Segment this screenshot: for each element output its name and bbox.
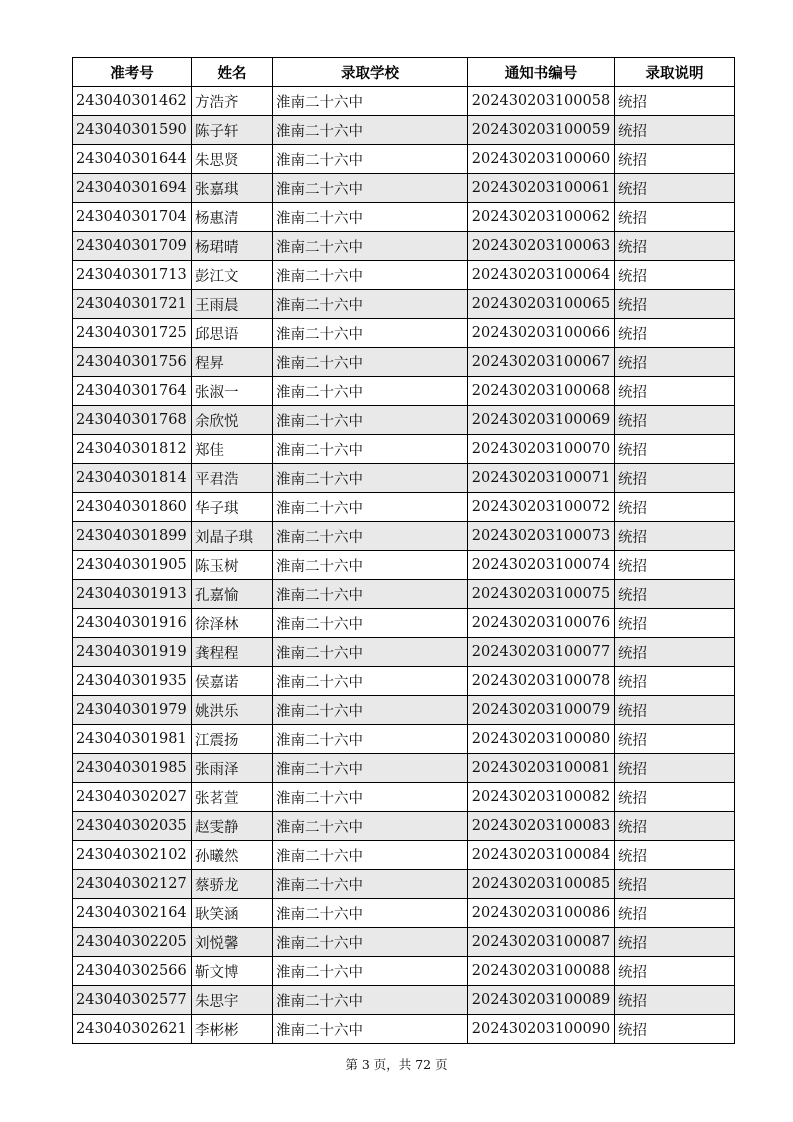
name-cell: 张淑一: [192, 377, 273, 406]
exam-id-cell: 243040302577: [73, 986, 192, 1015]
school-cell: 淮南二十六中: [273, 493, 468, 522]
notice-number-cell: 202430203100059: [468, 116, 615, 145]
notice-number-cell: 202430203100086: [468, 899, 615, 928]
notice-number-cell: 202430203100064: [468, 261, 615, 290]
table-row: [73, 522, 735, 551]
name-cell: 王雨晨: [192, 290, 273, 319]
name-cell: 邱思语: [192, 319, 273, 348]
table-row: [73, 580, 735, 609]
notice-number-cell: 202430203100074: [468, 551, 615, 580]
name-cell: 彭江文: [192, 261, 273, 290]
school-cell: 淮南二十六中: [273, 116, 468, 145]
admission-note-cell: 统招: [615, 986, 735, 1015]
admission-note-cell: 统招: [615, 377, 735, 406]
notice-number-cell: 202430203100067: [468, 348, 615, 377]
table-row: [73, 493, 735, 522]
table-row: [73, 638, 735, 667]
notice-number-cell: 202430203100079: [468, 696, 615, 725]
admission-note-cell: 统招: [615, 406, 735, 435]
admission-note-cell: 统招: [615, 435, 735, 464]
name-cell: 耿笑涵: [192, 899, 273, 928]
name-cell: 杨珺晴: [192, 232, 273, 261]
admission-note-cell: 统招: [615, 203, 735, 232]
school-cell: 淮南二十六中: [273, 145, 468, 174]
school-cell: 淮南二十六中: [273, 870, 468, 899]
name-cell: 靳文博: [192, 957, 273, 986]
exam-id-cell: 243040301756: [73, 348, 192, 377]
admission-note-cell: 统招: [615, 870, 735, 899]
table-row: [73, 870, 735, 899]
admission-note-cell: 统招: [615, 638, 735, 667]
school-cell: 淮南二十六中: [273, 986, 468, 1015]
notice-number-cell: 202430203100088: [468, 957, 615, 986]
admission-note-cell: 统招: [615, 551, 735, 580]
name-cell: 陈子轩: [192, 116, 273, 145]
page-footer: 第 3 页，共 72 页: [345, 1057, 448, 1072]
exam-id-cell: 243040302205: [73, 928, 192, 957]
notice-number-cell: 202430203100077: [468, 638, 615, 667]
notice-number-cell: 202430203100084: [468, 841, 615, 870]
name-cell: 赵雯静: [192, 812, 273, 841]
admission-note-cell: 统招: [615, 87, 735, 116]
name-cell: 刘悦馨: [192, 928, 273, 957]
school-cell: 淮南二十六中: [273, 783, 468, 812]
exam-id-cell: 243040301979: [73, 696, 192, 725]
admission-note-cell: 统招: [615, 348, 735, 377]
admission-note-cell: 统招: [615, 725, 735, 754]
admission-note-cell: 统招: [615, 116, 735, 145]
school-cell: 淮南二十六中: [273, 899, 468, 928]
admission-note-cell: 统招: [615, 232, 735, 261]
table-row: [73, 1015, 735, 1044]
column-header-name: 姓名: [192, 58, 273, 87]
school-cell: 淮南二十六中: [273, 232, 468, 261]
school-cell: 淮南二十六中: [273, 957, 468, 986]
admission-note-cell: 统招: [615, 464, 735, 493]
school-cell: 淮南二十六中: [273, 754, 468, 783]
admission-table: [72, 57, 735, 1044]
table-row: [73, 928, 735, 957]
name-cell: 张雨泽: [192, 754, 273, 783]
admission-note-cell: 统招: [615, 928, 735, 957]
admission-note-cell: 统招: [615, 1015, 735, 1044]
school-cell: 淮南二十六中: [273, 522, 468, 551]
school-cell: 淮南二十六中: [273, 435, 468, 464]
notice-number-cell: 202430203100083: [468, 812, 615, 841]
admission-note-cell: 统招: [615, 696, 735, 725]
school-cell: 淮南二十六中: [273, 174, 468, 203]
notice-number-cell: 202430203100065: [468, 290, 615, 319]
exam-id-cell: 243040301981: [73, 725, 192, 754]
school-cell: 淮南二十六中: [273, 261, 468, 290]
table-row: [73, 551, 735, 580]
exam-id-cell: 243040301764: [73, 377, 192, 406]
admission-note-cell: 统招: [615, 522, 735, 551]
exam-id-cell: 243040302566: [73, 957, 192, 986]
school-cell: 淮南二十六中: [273, 348, 468, 377]
name-cell: 杨惠清: [192, 203, 273, 232]
table-row: [73, 290, 735, 319]
table-row: [73, 145, 735, 174]
table-row: [73, 841, 735, 870]
admission-table-container: [72, 57, 735, 1044]
exam-id-cell: 243040301462: [73, 87, 192, 116]
name-cell: 张嘉琪: [192, 174, 273, 203]
name-cell: 郑佳: [192, 435, 273, 464]
notice-number-cell: 202430203100071: [468, 464, 615, 493]
admission-note-cell: 统招: [615, 957, 735, 986]
column-header-exam-id: 准考号: [73, 58, 192, 87]
admission-note-cell: 统招: [615, 609, 735, 638]
school-cell: 淮南二十六中: [273, 464, 468, 493]
admission-note-cell: 统招: [615, 667, 735, 696]
admission-note-cell: 统招: [615, 261, 735, 290]
admission-note-cell: 统招: [615, 841, 735, 870]
school-cell: 淮南二十六中: [273, 928, 468, 957]
notice-number-cell: 202430203100089: [468, 986, 615, 1015]
school-cell: 淮南二十六中: [273, 609, 468, 638]
exam-id-cell: 243040301713: [73, 261, 192, 290]
admission-note-cell: 统招: [615, 899, 735, 928]
name-cell: 蔡骄龙: [192, 870, 273, 899]
table-row: [73, 696, 735, 725]
notice-number-cell: 202430203100081: [468, 754, 615, 783]
exam-id-cell: 243040301905: [73, 551, 192, 580]
name-cell: 龚程程: [192, 638, 273, 667]
notice-number-cell: 202430203100069: [468, 406, 615, 435]
notice-number-cell: 202430203100068: [468, 377, 615, 406]
exam-id-cell: 243040301721: [73, 290, 192, 319]
admission-note-cell: 统招: [615, 145, 735, 174]
school-cell: 淮南二十六中: [273, 667, 468, 696]
exam-id-cell: 243040301814: [73, 464, 192, 493]
exam-id-cell: 243040301985: [73, 754, 192, 783]
exam-id-cell: 243040301704: [73, 203, 192, 232]
school-cell: 淮南二十六中: [273, 319, 468, 348]
exam-id-cell: 243040301935: [73, 667, 192, 696]
admission-note-cell: 统招: [615, 783, 735, 812]
exam-id-cell: 243040301860: [73, 493, 192, 522]
table-row: [73, 232, 735, 261]
name-cell: 孔嘉愉: [192, 580, 273, 609]
name-cell: 平君浩: [192, 464, 273, 493]
table-row: [73, 783, 735, 812]
name-cell: 刘晶子琪: [192, 522, 273, 551]
exam-id-cell: 243040301709: [73, 232, 192, 261]
table-row: [73, 377, 735, 406]
column-header-school: 录取学校: [273, 58, 468, 87]
notice-number-cell: 202430203100087: [468, 928, 615, 957]
name-cell: 朱思宇: [192, 986, 273, 1015]
exam-id-cell: 243040301768: [73, 406, 192, 435]
table-row: [73, 261, 735, 290]
exam-id-cell: 243040302621: [73, 1015, 192, 1044]
notice-number-cell: 202430203100072: [468, 493, 615, 522]
table-row: [73, 464, 735, 493]
table-row: [73, 957, 735, 986]
exam-id-cell: 243040301590: [73, 116, 192, 145]
admission-note-cell: 统招: [615, 493, 735, 522]
name-cell: 侯嘉诺: [192, 667, 273, 696]
name-cell: 孙曦然: [192, 841, 273, 870]
notice-number-cell: 202430203100060: [468, 145, 615, 174]
exam-id-cell: 243040302027: [73, 783, 192, 812]
school-cell: 淮南二十六中: [273, 638, 468, 667]
notice-number-cell: 202430203100066: [468, 319, 615, 348]
table-row: [73, 116, 735, 145]
table-row: [73, 986, 735, 1015]
notice-number-cell: 202430203100090: [468, 1015, 615, 1044]
school-cell: 淮南二十六中: [273, 290, 468, 319]
admission-note-cell: 统招: [615, 290, 735, 319]
table-row: [73, 348, 735, 377]
column-header-notice-number: 通知书编号: [468, 58, 615, 87]
notice-number-cell: 202430203100062: [468, 203, 615, 232]
school-cell: 淮南二十六中: [273, 841, 468, 870]
admission-note-cell: 统招: [615, 754, 735, 783]
school-cell: 淮南二十六中: [273, 696, 468, 725]
exam-id-cell: 243040302127: [73, 870, 192, 899]
admission-note-cell: 统招: [615, 580, 735, 609]
exam-id-cell: 243040302035: [73, 812, 192, 841]
admission-note-cell: 统招: [615, 174, 735, 203]
school-cell: 淮南二十六中: [273, 812, 468, 841]
name-cell: 余欣悦: [192, 406, 273, 435]
name-cell: 李彬彬: [192, 1015, 273, 1044]
notice-number-cell: 202430203100061: [468, 174, 615, 203]
exam-id-cell: 243040302164: [73, 899, 192, 928]
table-row: [73, 406, 735, 435]
exam-id-cell: 243040301725: [73, 319, 192, 348]
notice-number-cell: 202430203100073: [468, 522, 615, 551]
notice-number-cell: 202430203100082: [468, 783, 615, 812]
school-cell: 淮南二十六中: [273, 406, 468, 435]
table-row: [73, 754, 735, 783]
name-cell: 陈玉树: [192, 551, 273, 580]
notice-number-cell: 202430203100076: [468, 609, 615, 638]
name-cell: 江震扬: [192, 725, 273, 754]
table-row: [73, 435, 735, 464]
exam-id-cell: 243040301913: [73, 580, 192, 609]
school-cell: 淮南二十六中: [273, 203, 468, 232]
notice-number-cell: 202430203100063: [468, 232, 615, 261]
notice-number-cell: 202430203100058: [468, 87, 615, 116]
exam-id-cell: 243040301812: [73, 435, 192, 464]
school-cell: 淮南二十六中: [273, 725, 468, 754]
table-row: [73, 174, 735, 203]
name-cell: 张茗萱: [192, 783, 273, 812]
table-row: [73, 899, 735, 928]
school-cell: 淮南二十六中: [273, 1015, 468, 1044]
notice-number-cell: 202430203100080: [468, 725, 615, 754]
exam-id-cell: 243040301919: [73, 638, 192, 667]
admission-note-cell: 统招: [615, 812, 735, 841]
notice-number-cell: 202430203100085: [468, 870, 615, 899]
school-cell: 淮南二十六中: [273, 580, 468, 609]
exam-id-cell: 243040302102: [73, 841, 192, 870]
table-row: [73, 609, 735, 638]
column-header-admission-note: 录取说明: [615, 58, 735, 87]
table-row: [73, 87, 735, 116]
admission-note-cell: 统招: [615, 319, 735, 348]
table-header-row: [73, 58, 735, 87]
exam-id-cell: 243040301694: [73, 174, 192, 203]
table-row: [73, 812, 735, 841]
notice-number-cell: 202430203100078: [468, 667, 615, 696]
school-cell: 淮南二十六中: [273, 377, 468, 406]
notice-number-cell: 202430203100075: [468, 580, 615, 609]
notice-number-cell: 202430203100070: [468, 435, 615, 464]
table-row: [73, 319, 735, 348]
table-row: [73, 203, 735, 232]
exam-id-cell: 243040301916: [73, 609, 192, 638]
school-cell: 淮南二十六中: [273, 87, 468, 116]
school-cell: 淮南二十六中: [273, 551, 468, 580]
name-cell: 程昇: [192, 348, 273, 377]
name-cell: 姚洪乐: [192, 696, 273, 725]
exam-id-cell: 243040301899: [73, 522, 192, 551]
table-row: [73, 667, 735, 696]
name-cell: 方浩齐: [192, 87, 273, 116]
name-cell: 徐泽林: [192, 609, 273, 638]
exam-id-cell: 243040301644: [73, 145, 192, 174]
name-cell: 华子琪: [192, 493, 273, 522]
name-cell: 朱思贤: [192, 145, 273, 174]
table-row: [73, 725, 735, 754]
